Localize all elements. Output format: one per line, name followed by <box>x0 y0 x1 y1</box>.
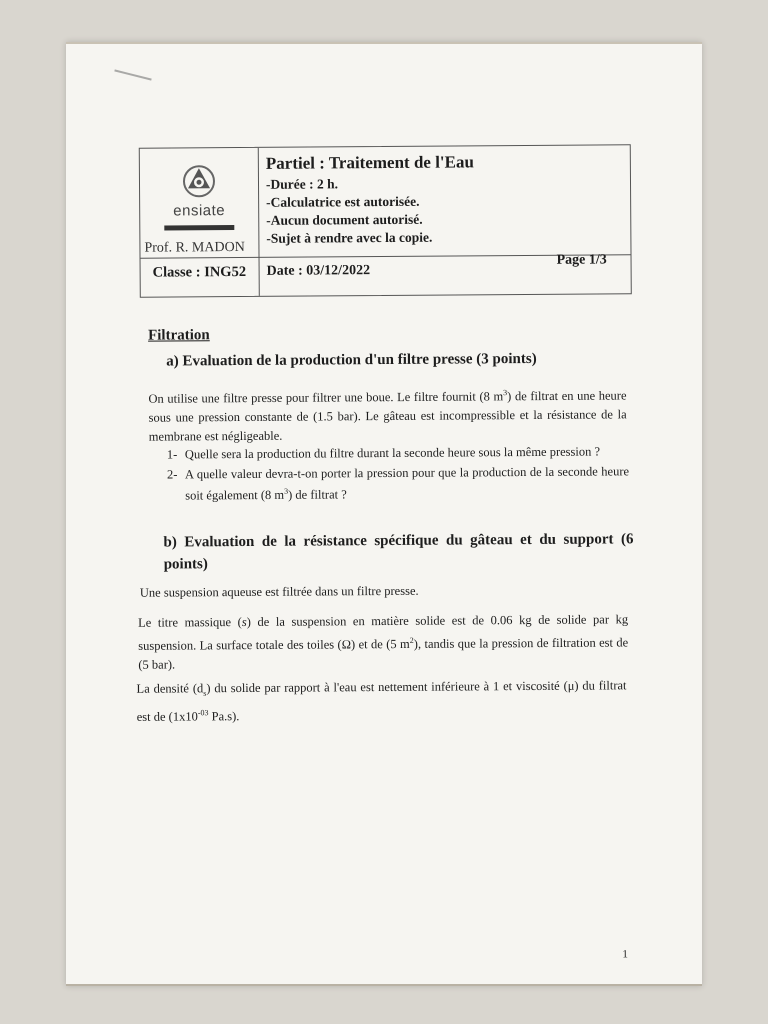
exam-sheet <box>66 42 702 986</box>
question-text: Quelle sera la production du filtre durant la seconde heure sous la même pression ? <box>184 444 601 462</box>
part-a-intro-text-1: On utilise une filtre presse pour filtrer une boue. Le filtre fournit (8 m <box>148 389 504 406</box>
exam-duration: -Durée : 2 h. <box>265 176 339 192</box>
part-b-p3-text-1: La densité (d <box>136 681 204 696</box>
class-label: Classe : ING52 <box>152 263 247 281</box>
exam-info <box>266 151 627 248</box>
return-rule: -Sujet à rendre avec la copie. <box>266 229 433 246</box>
section-title: Filtration <box>148 327 210 344</box>
documents-rule: -Aucun document autorisé. <box>266 211 423 228</box>
professor-name: Prof. R. MADON <box>144 239 245 256</box>
question-text-part-1: A quelle valeur devra-t-on porter la pression pour que la production de la seconde heure soit également (8 m <box>184 464 630 503</box>
question-text-part-2: ) de filtrat ? <box>288 487 347 502</box>
part-b-p3-text-2: ) du solide par rapport à l'eau est nettement inférieure à 1 et viscosité (μ) du filtrat est de (1x10 <box>136 678 627 724</box>
part-a-intro <box>148 382 626 446</box>
part-b-paragraph-1: Une suspension aqueuse est filtrée dans un filtre presse. <box>139 583 419 600</box>
school-logo <box>140 148 259 243</box>
list-item <box>167 462 629 504</box>
page-indicator: Page 1/3 <box>556 252 607 268</box>
school-logo-text: ensiate <box>173 202 226 220</box>
question-number: 1- <box>166 447 178 462</box>
exam-title: Partiel : Traitement de l'Eau <box>265 152 474 173</box>
page-content <box>64 42 707 986</box>
part-b-p2-text-1: Le titre massique ( <box>138 614 242 630</box>
part-b-p3-subscript: s <box>203 688 207 698</box>
exam-date: Date : 03/12/2022 <box>266 263 371 279</box>
page-number: 1 <box>622 948 628 961</box>
question-text <box>185 462 629 504</box>
part-b-p3-text-3: Pa.s). <box>208 708 240 723</box>
part-a-heading: a) Evaluation de la production d'un filtre presse (3 points) <box>166 350 537 370</box>
exam-header-table <box>139 144 632 297</box>
part-a-questions <box>167 442 629 506</box>
calculator-rule: -Calculatrice est autorisée. <box>266 193 420 210</box>
school-logo-banner <box>164 225 234 230</box>
part-b-p2-text-2: ) de la suspension en matière solide est de 0.06 kg de solide par kg suspension. La surface totale des toiles (Ω) et de (5 m <box>138 612 629 653</box>
question-exponent: 3 <box>284 486 289 496</box>
part-a-intro-exponent: 3 <box>503 388 508 398</box>
part-b-p2-symbol: s <box>241 614 247 629</box>
part-b-p2-exponent: 2 <box>409 635 414 645</box>
part-a-intro-text-2: ) de filtrat en une heure sous une pression constante de (1.5 bar). Le gâteau est incompressible et la résistance de la membrane est négligeable. <box>148 388 627 444</box>
part-b-p2-text-3: ), tandis que la pression de filtration est de (5 bar). <box>138 635 629 672</box>
school-logo-icon <box>182 164 216 198</box>
part-b-heading: b) Evaluation de la résistance spécifique du gâteau et du support (6 points) <box>163 531 634 573</box>
list-item <box>167 442 629 463</box>
part-b-p3-exponent: -03 <box>197 707 209 717</box>
question-number: 2- <box>166 467 178 482</box>
part-b-paragraph-3 <box>136 676 626 726</box>
part-b-paragraph-2 <box>138 610 628 675</box>
